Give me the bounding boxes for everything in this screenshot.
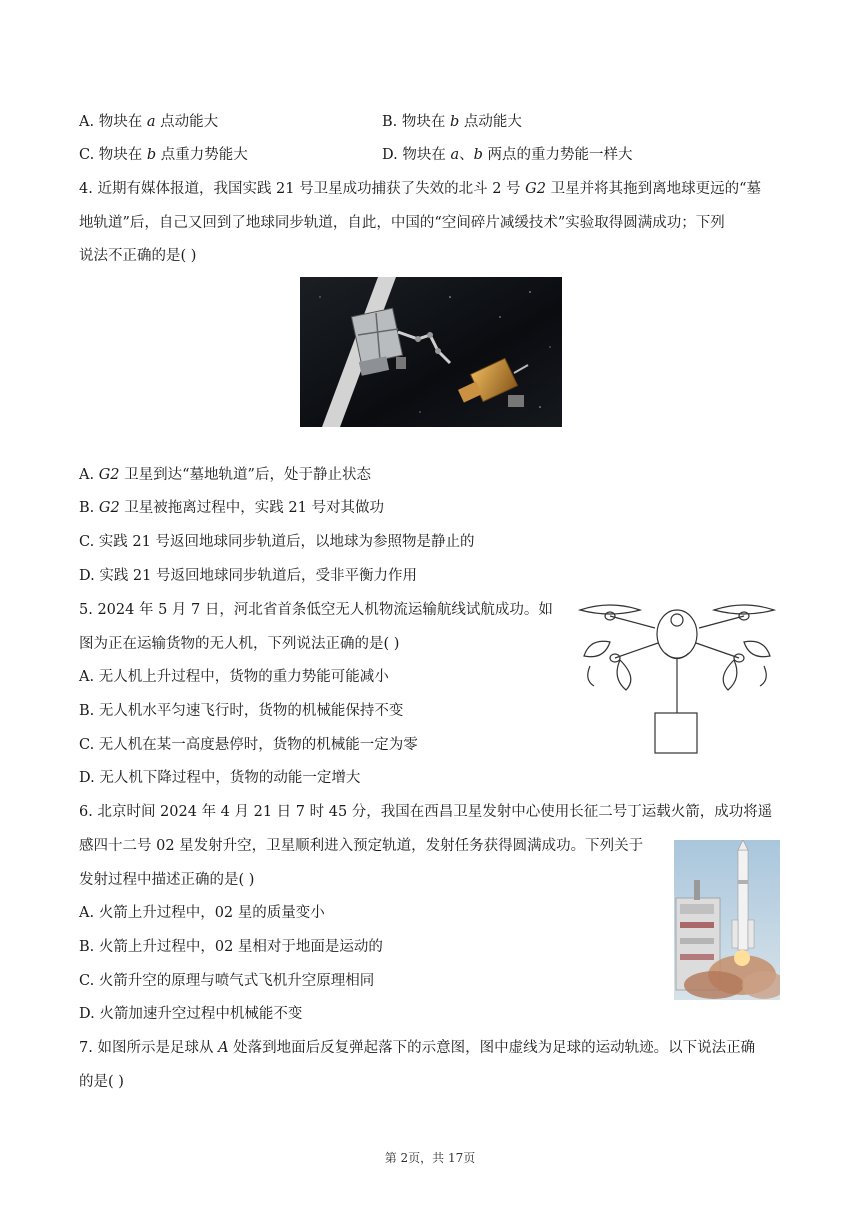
- q5-option-b: B. 无人机水平匀速飞行时，货物的机械能保持不变: [79, 703, 404, 719]
- rocket-launch-image: [674, 840, 780, 1000]
- q4-option-b: B. G2 卫星被拖离过程中，实践 21 号对其做功: [79, 500, 384, 516]
- q7-stem-line2: 的是( ): [79, 1074, 124, 1090]
- page-number-footer: 第 2页，共 17页: [384, 1151, 476, 1165]
- q6-stem-line1: 6. 北京时间 2024 年 4 月 21 日 7 时 45 分，我国在西昌卫星发射中心使用长征二号丁运载火箭，成功将遥: [79, 804, 773, 820]
- q5-option-d: D. 无人机下降过程中，货物的动能一定增大: [79, 770, 361, 786]
- q4-option-c: C. 实践 21 号返回地球同步轨道后，以地球为参照物是静止的: [79, 534, 475, 550]
- q6-option-a: A. 火箭上升过程中，02 星的质量变小: [79, 905, 325, 921]
- q7-stem-line1: 7. 如图所示是足球从 A 处落到地面后反复弹起落下的示意图，图中虚线为足球的运动轨迹。以下说法正确: [79, 1040, 756, 1056]
- q5-stem-line2: 图为正在运输货物的无人机，下列说法正确的是( ): [79, 636, 400, 652]
- q3-option-a: A. 物块在 a 点动能大: [79, 114, 219, 130]
- q6-stem-line3: 发射过程中描述正确的是( ): [79, 872, 255, 888]
- q3-option-b: B. 物块在 b 点动能大: [382, 114, 522, 130]
- q5-option-c: C. 无人机在某一高度悬停时，货物的机械能一定为零: [79, 737, 418, 753]
- q5-stem-line1: 5. 2024 年 5 月 7 日，河北省首条低空无人机物流运输航线试航成功。如: [79, 602, 553, 618]
- q6-option-c: C. 火箭升空的原理与喷气式飞机升空原理相同: [79, 973, 375, 989]
- q4-stem-line1: 4. 近期有媒体报道，我国实践 21 号卫星成功捕获了失效的北斗 2 号 G2 卫星并将其拖到离地球更远的“墓: [79, 181, 762, 197]
- q6-option-d: D. 火箭加速升空过程中机械能不变: [79, 1006, 303, 1022]
- q6-stem-line2: 感四十二号 02 星发射升空，卫星顺利进入预定轨道，发射任务获得圆满成功。下列关于: [79, 838, 644, 854]
- q6-option-b: B. 火箭上升过程中，02 星相对于地面是运动的: [79, 939, 383, 955]
- q3-option-d: D. 物块在 a、b 两点的重力势能一样大: [382, 147, 633, 163]
- q5-option-a: A. 无人机上升过程中，货物的重力势能可能减小: [79, 669, 389, 685]
- satellite-capture-image: [300, 277, 562, 427]
- q3-option-c: C. 物块在 b 点重力势能大: [79, 147, 248, 163]
- q4-option-d: D. 实践 21 号返回地球同步轨道后，受非平衡力作用: [79, 568, 417, 584]
- q4-stem-line2: 地轨道”后，自己又回到了地球同步轨道，自此，中国的“空间碎片减缓技术”实验取得圆满成功；下列: [79, 215, 725, 231]
- drone-cargo-figure: [570, 598, 784, 758]
- q4-option-a: A. G2 卫星到达“墓地轨道”后，处于静止状态: [79, 467, 371, 483]
- q4-stem-line3: 说法不正确的是( ): [79, 248, 197, 264]
